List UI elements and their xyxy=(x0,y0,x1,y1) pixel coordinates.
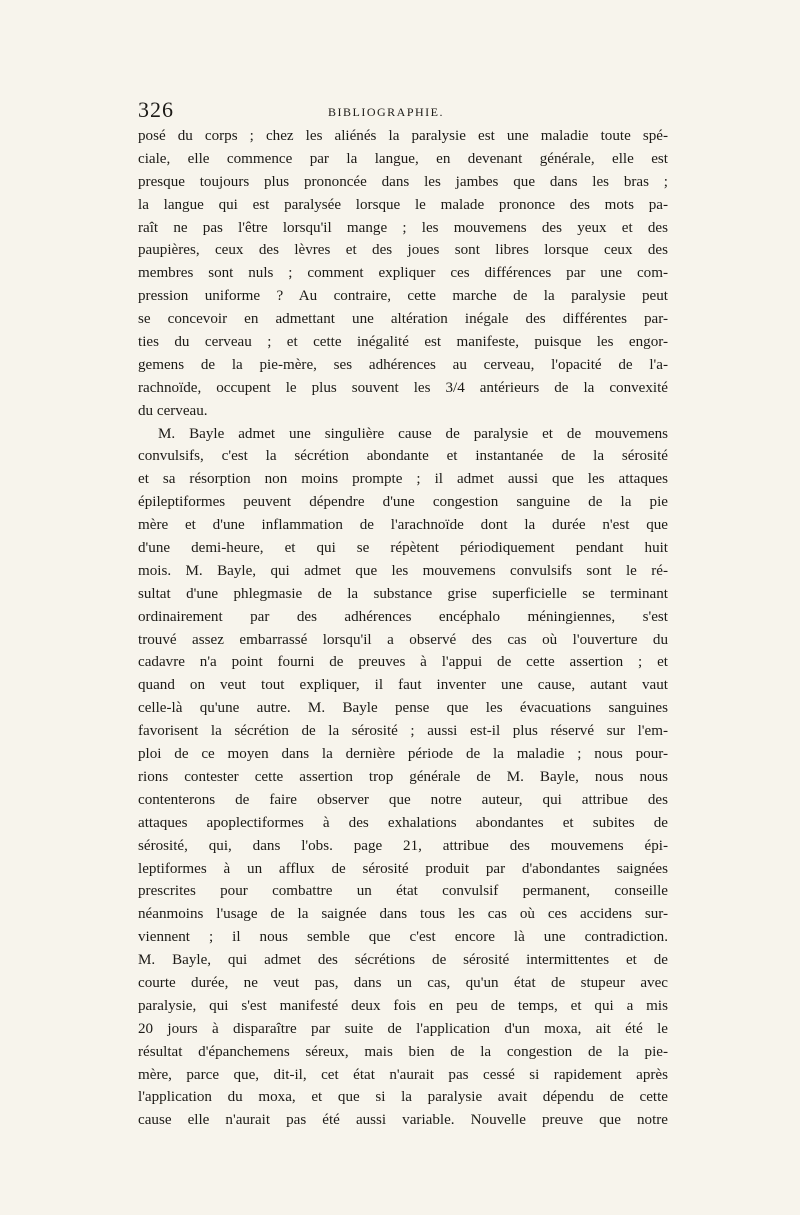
text-line: prescrites pour combattre un état convulsif permanent, conseille xyxy=(138,883,668,900)
text-line: quand on veut tout expliquer, il faut inventer une cause, autant vaut xyxy=(138,677,668,694)
running-title: BIBLIOGRAPHIE. xyxy=(328,105,444,119)
text-line: attaques apoplectiformes à des exhalations abondantes et subites de xyxy=(138,814,668,831)
text-line: pression uniforme ? Au contraire, cette marche de la paralysie peut xyxy=(138,288,668,305)
text-line: presque toujours plus prononcée dans les jambes que dans les bras ; xyxy=(138,173,668,190)
body-text xyxy=(138,125,668,1132)
text-line: ties du cerveau ; et cette inégalité est manifeste, puisque les engor- xyxy=(138,334,668,351)
text-line: la langue qui est paralysée lorsque le malade prononce des mots pa- xyxy=(138,196,668,213)
text-line: mère et d'une inflammation de l'arachnoïde dont la durée n'est que xyxy=(138,517,668,534)
text-line: raît ne pas l'être lorsqu'il mange ; les mouvemens des yeux et des xyxy=(138,219,668,236)
text-line: membres sont nuls ; comment expliquer ces différences par une com- xyxy=(138,265,668,282)
text-line: contenterons de faire observer que notre auteur, qui attribue des xyxy=(138,791,668,808)
text-line: rions contester cette assertion trop générale de M. Bayle, nous nous xyxy=(138,768,668,785)
text-line: néanmoins l'usage de la saignée dans tous les cas où ces accidens sur- xyxy=(138,906,668,923)
text-line: mois. M. Bayle, qui admet que les mouvemens convulsifs sont le ré- xyxy=(138,562,668,579)
text-line: ciale, elle commence par la langue, en devenant générale, elle est xyxy=(138,150,668,167)
text-line: gemens de la pie-mère, ses adhérences au cerveau, l'opacité de l'a- xyxy=(138,356,668,373)
text-line: posé du corps ; chez les aliénés la paralysie est une maladie toute spé- xyxy=(138,128,668,144)
text-line: celle-là qu'une autre. M. Bayle pense que les évacuations sanguines xyxy=(138,700,668,717)
text-line: trouvé assez embarrassé lorsqu'il a observé des cas où l'ouverture du xyxy=(138,631,668,648)
text-line: cadavre n'a point fourni de preuves à l'appui de cette assertion ; et xyxy=(138,654,668,671)
text-line: sultat d'une phlegmasie de la substance grise superficielle se terminant xyxy=(138,585,668,602)
text-line: résultat d'épanchemens séreux, mais bien de la congestion de la pie- xyxy=(138,1043,668,1060)
text-line: courte durée, ne veut pas, dans un cas, qu'un état de stupeur avec xyxy=(138,974,668,991)
page-number: 326 xyxy=(138,97,174,122)
text-line: ploi de ce moyen dans la dernière période de la maladie ; nous pour- xyxy=(138,746,668,763)
text-line: 20 jours à disparaître par suite de l'application d'un moxa, ait été le xyxy=(138,1020,668,1037)
text-line: cause elle n'aurait pas été aussi variable. Nouvelle preuve que notre xyxy=(138,1112,668,1129)
paragraph-start-line: M. Bayle admet une singulière cause de paralysie et de mouvemens xyxy=(158,425,668,442)
text-line: favorisent la sécrétion de la sérosité ; aussi est-il plus réservé sur l'em- xyxy=(138,723,668,740)
text-line: ordinairement par des adhérences encéphalo méningiennes, s'est xyxy=(138,608,668,625)
text-line: paralysie, qui s'est manifesté deux fois en peu de temps, et qui a mis xyxy=(138,997,668,1014)
text-line: et sa résorption non moins prompte ; il admet aussi que les attaques xyxy=(138,471,668,488)
text-line: se concevoir en admettant une altération inégale des différentes par- xyxy=(138,311,668,328)
text-line: d'une demi-heure, et qui se répètent périodiquement pendant huit xyxy=(138,540,668,557)
text-line: convulsifs, c'est la sécrétion abondante et instantanée de la sérosité xyxy=(138,448,668,465)
text-line: épileptiformes peuvent dépendre d'une congestion sanguine de la pie xyxy=(138,494,668,511)
text-line: paupières, ceux des lèvres et des joues sont libres lorsque ceux des xyxy=(138,242,668,259)
page-header xyxy=(138,97,678,125)
text-line: l'application du moxa, et que si la paralysie avait dépendu de cette xyxy=(138,1089,668,1106)
text-line: mère, parce que, dit-il, cet état n'aurait pas cessé si rapidement après xyxy=(138,1066,668,1083)
text-line: leptiformes à un afflux de sérosité produit par d'abondantes saignées xyxy=(138,860,668,877)
text-line: M. Bayle, qui admet des sécrétions de sérosité intermittentes et de xyxy=(138,952,668,969)
text-line: rachnoïde, occupent le plus souvent les 3/4 antérieurs de la convexité xyxy=(138,379,668,396)
text-line: du cerveau. xyxy=(138,402,208,419)
text-line: sérosité, qui, dans l'obs. page 21, attribue des mouvemens épi- xyxy=(138,837,668,854)
text-line: viennent ; il nous semble que c'est encore là une contradiction. xyxy=(138,929,668,946)
